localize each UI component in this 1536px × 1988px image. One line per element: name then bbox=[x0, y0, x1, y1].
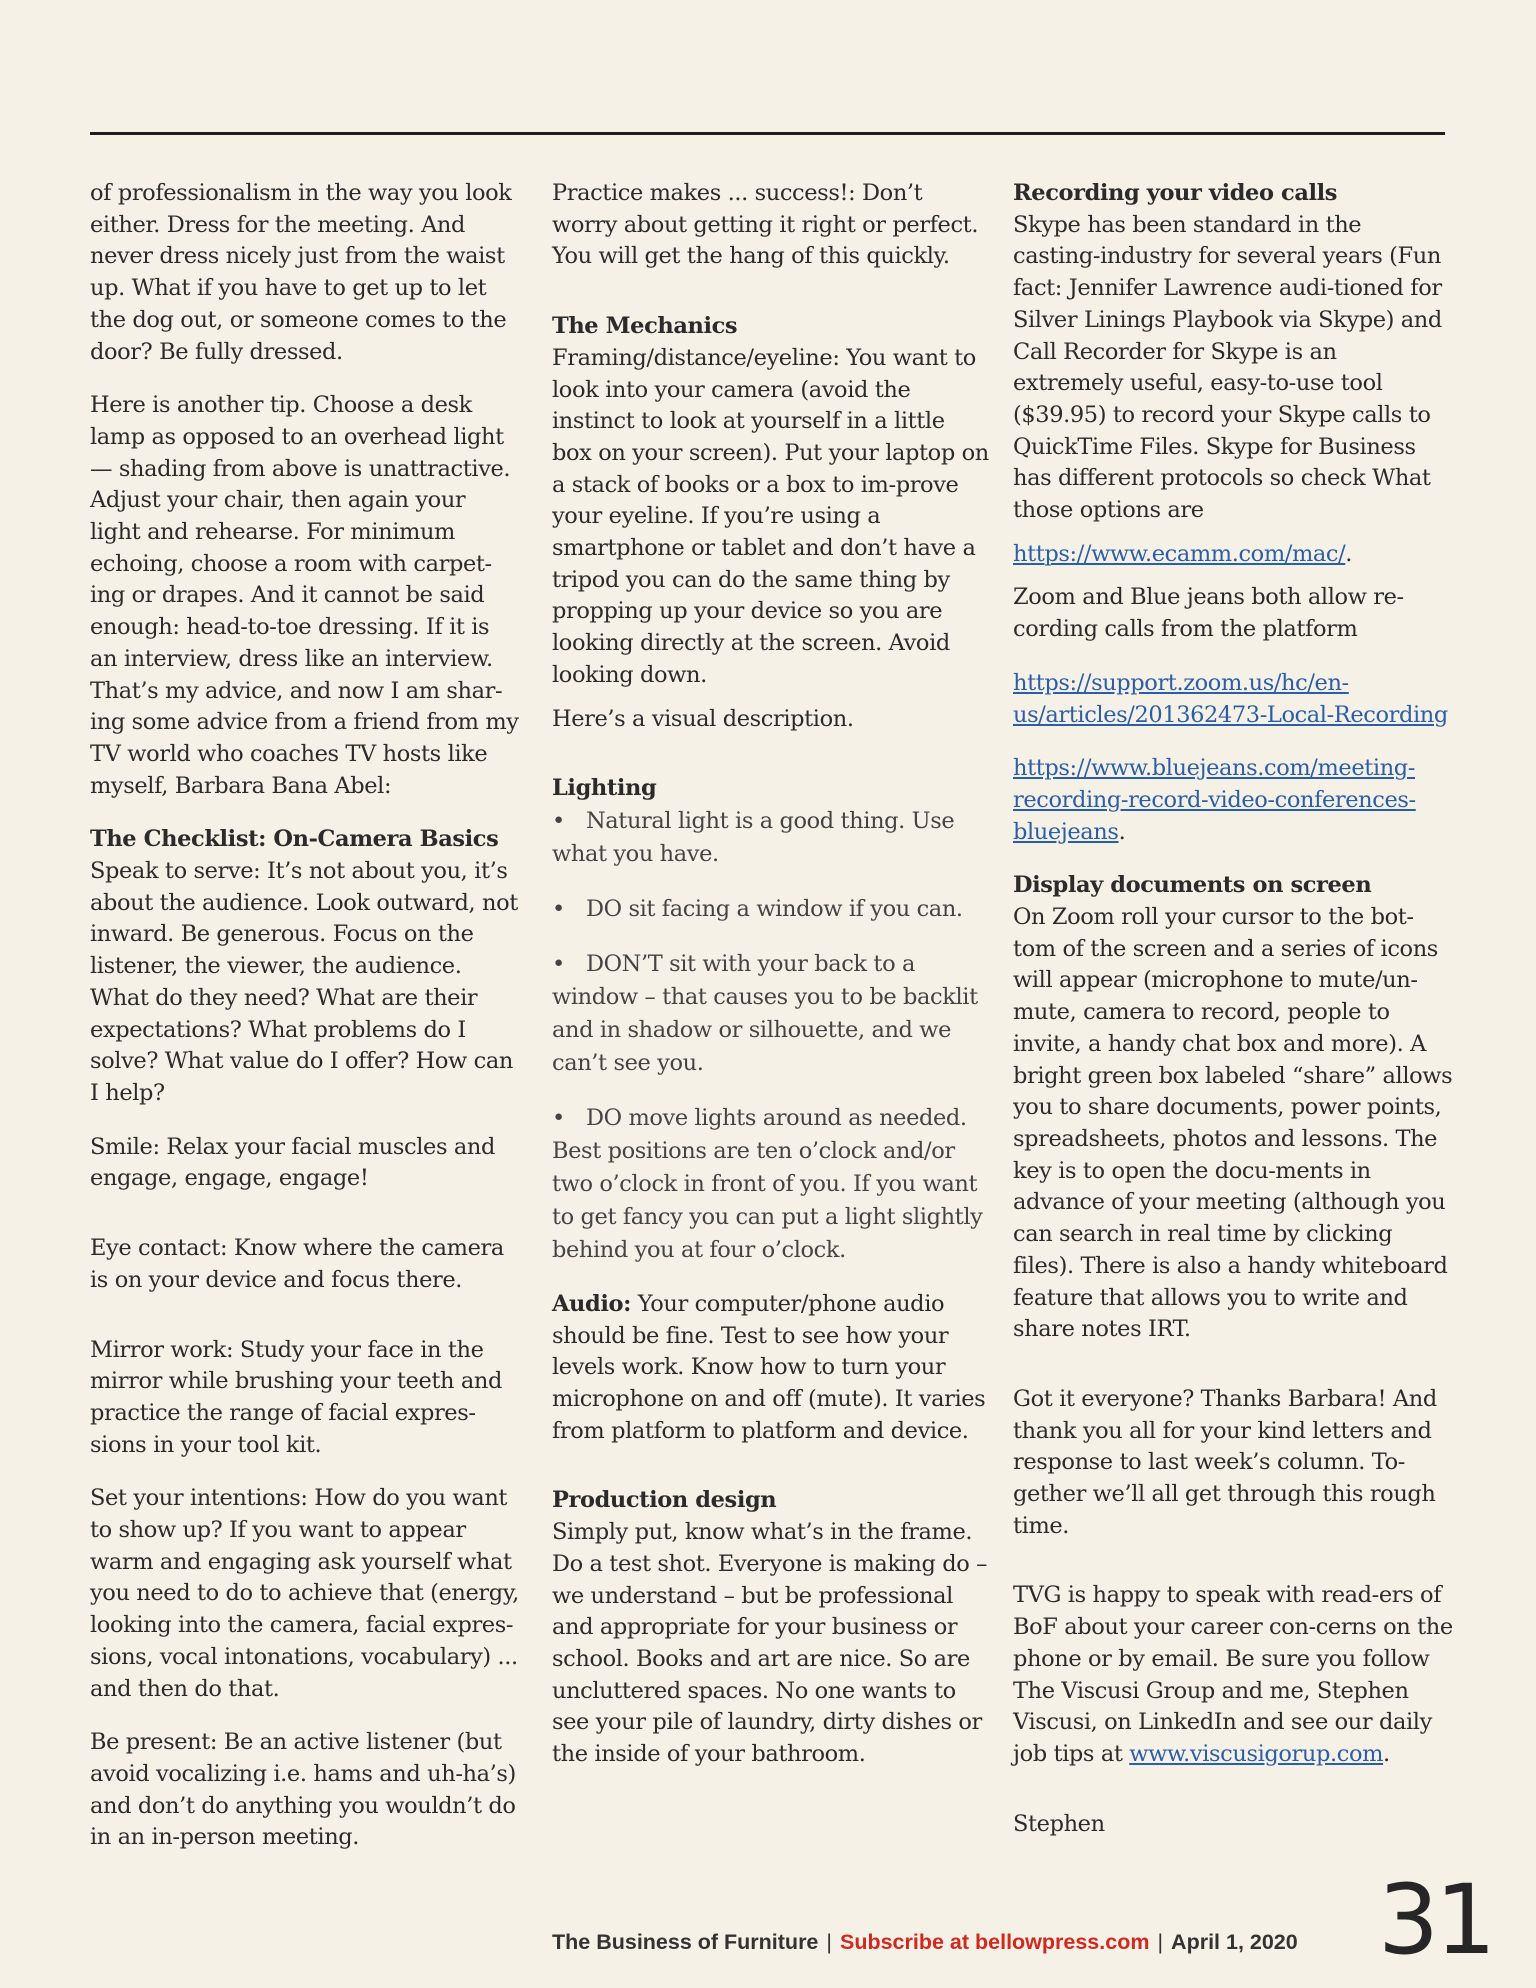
paragraph: Be present: Be an active listener (but avoid vocalizing i.e. hams and uh-ha’s) and don’t do anything you wouldn’t do in an in-person meeting. bbox=[90, 1729, 516, 1851]
paragraph: Smile: Relax your facial muscles and engage, engage, engage! bbox=[90, 1133, 495, 1192]
paragraph: Set your intentions: How do you want to show up? If you want to appear warm and engaging ask yourself what you need to do to achieve that (energy, looking into the camera, facial expres-sions, vocal intonations, vocabulary) ... and then do that. bbox=[90, 1485, 519, 1702]
footer bbox=[552, 1930, 1298, 1955]
top-rule bbox=[90, 132, 1445, 135]
paragraph bbox=[552, 1289, 990, 1448]
period: . bbox=[1345, 540, 1353, 567]
page-number: 31 bbox=[1378, 1864, 1493, 1976]
paragraph: Skype has been standard in the casting-industry for several years (Fun fact: Jennifer Lawrence audi-tioned for Silver Linings Playbook via Skype) and Call Recorder for Skype is an extremely useful, easy-to-use tool ($39.95) to record your Skype calls to QuickTime Files. Skype for Business has different protocols so check What those options are bbox=[1013, 211, 1442, 524]
paragraph: Simply put, know what’s in the frame. Do a test shot. Everyone is making do – we understand – but be professional and appropriate for your business or school. Books and art are nice. So are uncluttered spaces. No one wants to see your pile of laundry, dirty dishes or the inside of your bathroom. bbox=[552, 1519, 988, 1768]
bullet-text: DO sit facing a window if you can. bbox=[586, 895, 963, 922]
paragraph: Zoom and Blue jeans both allow re-cording calls from the platform bbox=[1013, 584, 1404, 643]
paragraph: Speak to serve: It’s not about you, it’s about the audience. Look outward, not inward. Be generous. Focus on the listener, the viewer, the audience. What do they need? What are their expectations? What problems do I solve? What value do I offer? How can I help? bbox=[90, 858, 518, 1106]
bullet-text: Natural light is a good thing. Use what you have. bbox=[552, 807, 955, 867]
issue-date: April 1, 2020 bbox=[1171, 1930, 1298, 1954]
paragraph: Framing/distance/eyeline: You want to look into your camera (avoid the instinct to look at yourself in a little box on your screen). Put your laptop on a stack of books or a box to im-prove your eyeline. If you’re using a smartphone or tablet and don’t have a tripod you can do the same thing by propping up your device so you are looking directly at the screen. Avoid looking down. bbox=[552, 344, 989, 688]
section-heading: The Mechanics bbox=[552, 313, 738, 340]
paragraph bbox=[1013, 668, 1453, 731]
section-heading: The Checklist: On-Camera Basics bbox=[90, 826, 499, 853]
footer-separator: | bbox=[1157, 1930, 1164, 1954]
column-3 bbox=[1013, 178, 1453, 1862]
bullet-icon: • bbox=[552, 1104, 565, 1131]
publication-name: The Business of Furniture bbox=[552, 1930, 819, 1954]
period: . bbox=[1118, 818, 1126, 845]
paragraph: of professionalism in the way you look either. Dress for the meeting. And never dress nicely just from the waist up. What if you have to get up to let the dog out, or someone comes to the door? Be fully dressed. bbox=[90, 180, 512, 365]
column-1 bbox=[90, 178, 522, 1876]
section-heading: Recording your video calls bbox=[1013, 180, 1338, 206]
ecamm-link[interactable]: https://www.ecamm.com/mac/ bbox=[1013, 540, 1346, 567]
paragraph: Here is another tip. Choose a desk lamp as opposed to an overhead light — shading from above is unattractive. Adjust your chair, then again your light and rehearse. For minimum echoing, choose a room with carpet-ing or drapes. And it cannot be said enough: head-to-toe dressing. If it is an interview, dress like an interview. That’s my advice, and now I am shar-ing some advice from a friend from my TV world who coaches TV hosts like myself, Barbara Bana Abel: bbox=[90, 392, 519, 799]
paragraph bbox=[1013, 753, 1453, 848]
section-heading: Production design bbox=[552, 1487, 777, 1514]
bullet-text: DON’T sit with your back to a window – that causes you to be backlit and in shadow or silhouette, and we can’t see you. bbox=[552, 950, 978, 1076]
paragraph bbox=[1013, 1580, 1453, 1770]
footer-separator: | bbox=[826, 1930, 832, 1954]
subscribe-link[interactable]: Subscribe at bellowpress.com bbox=[839, 1930, 1150, 1954]
bullet-icon: • bbox=[552, 807, 565, 834]
paragraph bbox=[1013, 539, 1453, 571]
bullet-item bbox=[552, 805, 990, 871]
paragraph: Practice makes ... success!: Don’t worry about getting it right or perfect. You will get the hang of this quickly. bbox=[552, 180, 979, 270]
section-heading: Lighting bbox=[552, 775, 657, 802]
bullet-icon: • bbox=[552, 895, 565, 922]
bullet-icon: • bbox=[552, 950, 565, 977]
paragraph: Eye contact: Know where the camera is on your device and focus there. bbox=[90, 1235, 504, 1293]
bullet-item bbox=[552, 1102, 990, 1267]
audio-label: Audio: bbox=[552, 1290, 632, 1317]
column-2 bbox=[552, 178, 990, 1793]
zoom-recording-link[interactable]: https://support.zoom.us/hc/en-us/articles/201362473-Local-Recording bbox=[1013, 669, 1448, 728]
paragraph: On Zoom roll your cursor to the bot-tom of the screen and a series of icons will appear (microphone to mute/un-mute, camera to record, people to invite, a handy chat box and more). A bright green box labeled “share” allows you to share documents, power points, spreadsheets, photos and lessons. The key is to open the docu-ments in advance of your meeting (although you can search in real time by clicking files). There is also a handy whiteboard feature that allows you to write and share notes IRT. bbox=[1013, 904, 1453, 1343]
bluejeans-recording-link[interactable]: https://www.bluejeans.com/meeting-recording-record-video-conferences-bluejeans bbox=[1013, 755, 1416, 845]
period: . bbox=[1383, 1740, 1390, 1767]
bullet-text: DO move lights around as needed. Best positions are ten o’clock and/or two o’clock in front of you. If you want to get fancy you can put a light slightly behind you at four o’clock. bbox=[552, 1104, 983, 1263]
paragraph: Here’s a visual description. bbox=[552, 705, 854, 732]
bullet-item bbox=[552, 893, 990, 926]
bullet-item bbox=[552, 948, 990, 1080]
contact-text: TVG is happy to speak with read-ers of BoF about your career con-cerns on the phone or by email. Be sure you follow The Viscusi Group and me, Stephen Viscusi, on LinkedIn and see our daily job tips at bbox=[1013, 1582, 1453, 1767]
section-heading: Display documents on screen bbox=[1013, 872, 1372, 899]
paragraph: Mirror work: Study your face in the mirror while brushing your teeth and practice the range of facial expres-sions in your tool kit. bbox=[90, 1336, 502, 1458]
audio-text: Your computer/phone audio should be fine. Test to see how your levels work. Know how to turn your microphone on and off (mute). It varies from platform to platform and device. bbox=[552, 1290, 986, 1444]
paragraph: Got it everyone? Thanks Barbara! And thank you all for your kind letters and response to last week’s column. To-gether we’ll all get through this rough time. bbox=[1013, 1385, 1437, 1539]
signoff: Stephen bbox=[1013, 1810, 1105, 1837]
viscusi-website-link[interactable]: www.viscusigorup.com bbox=[1129, 1740, 1384, 1767]
